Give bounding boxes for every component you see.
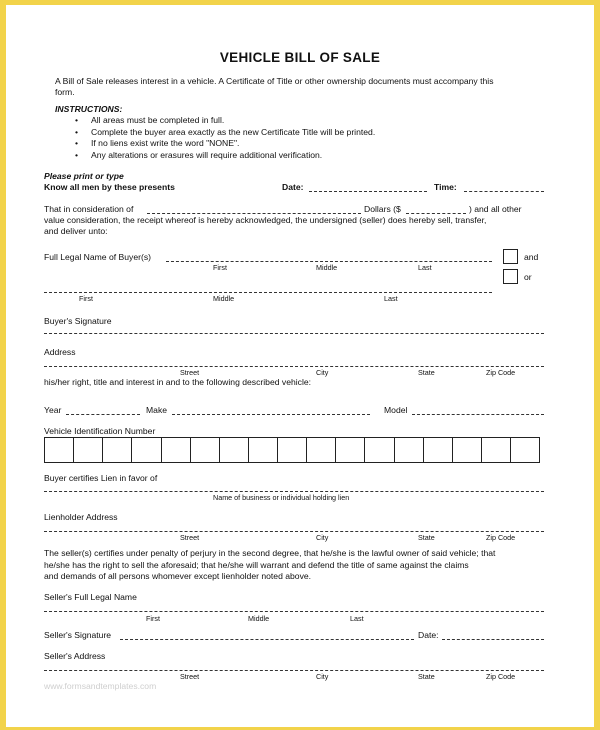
vehicle-intro: his/her right, title and interest in and to the following described vehicle:: [44, 377, 312, 387]
buyer-2-name-field[interactable]: [44, 292, 492, 293]
city-caption: City: [316, 672, 329, 681]
date-label: Date:: [282, 182, 304, 192]
street-caption: Street: [180, 368, 200, 377]
vin-cell[interactable]: [278, 438, 307, 462]
lien-holder-field[interactable]: [44, 491, 544, 492]
zip-caption: Zip Code: [486, 368, 516, 377]
vin-cell[interactable]: [365, 438, 394, 462]
know-all-text: Know all men by these presents: [44, 182, 175, 192]
lienholder-address-label: Lienholder Address: [44, 512, 118, 522]
first-caption: First: [79, 294, 93, 303]
intro-line-1: A Bill of Sale releases interest in a vehicle. A Certificate of Title or other ownership documents must accompany this: [55, 76, 494, 86]
seller-statement-line-2: he/she has the right to sell the aforesaid; that he/she will warrant and defend the title of same against the claims: [44, 560, 469, 570]
vin-cell[interactable]: [395, 438, 424, 462]
vin-cell[interactable]: [249, 438, 278, 462]
model-label: Model: [384, 405, 408, 415]
vin-cell[interactable]: [220, 438, 249, 462]
street-caption: Street: [180, 672, 200, 681]
seller-address-field[interactable]: [44, 670, 544, 671]
instruction-item: • All areas must be completed in full.: [91, 115, 224, 125]
vin-grid: [44, 437, 540, 463]
zip-caption: Zip Code: [486, 533, 516, 542]
vin-cell[interactable]: [103, 438, 132, 462]
vin-cell[interactable]: [307, 438, 336, 462]
state-caption: State: [418, 672, 435, 681]
or-checkbox[interactable]: [503, 269, 518, 284]
or-label: or: [524, 272, 532, 282]
last-caption: Last: [350, 614, 364, 623]
vin-cell[interactable]: [511, 438, 539, 462]
model-field[interactable]: [412, 414, 544, 415]
time-label: Time:: [434, 182, 457, 192]
consideration-amount-words-field[interactable]: [147, 213, 361, 214]
first-caption: First: [146, 614, 160, 623]
consideration-line-3: and deliver unto:: [44, 226, 108, 236]
consideration-amount-field[interactable]: [406, 213, 466, 214]
buyer-signature-label: Buyer's Signature: [44, 316, 112, 326]
middle-caption: Middle: [248, 614, 270, 623]
dollars-label: Dollars ($: [364, 204, 401, 214]
consideration-label: That in consideration of: [44, 204, 134, 214]
make-label: Make: [146, 405, 168, 415]
seller-statement-line-1: The seller(s) certifies under penalty of perjury in the second degree, that he/she is the lawful owner of said vehicle; that: [44, 548, 496, 558]
seller-signature-label: Seller's Signature: [44, 630, 112, 640]
vin-cell[interactable]: [162, 438, 191, 462]
instruction-item: • If no liens exist write the word "NONE".: [91, 138, 239, 148]
document-page: [6, 5, 594, 727]
instructions-heading: INSTRUCTIONS:: [55, 104, 123, 114]
seller-date-field[interactable]: [442, 639, 544, 640]
first-caption: First: [213, 263, 227, 272]
document-title: VEHICLE BILL OF SALE: [219, 50, 381, 65]
vin-cell[interactable]: [424, 438, 453, 462]
year-field[interactable]: [66, 414, 140, 415]
vin-cell[interactable]: [336, 438, 365, 462]
seller-address-label: Seller's Address: [44, 651, 106, 661]
buyer-1-name-field[interactable]: [166, 261, 492, 262]
vin-cell[interactable]: [74, 438, 103, 462]
consideration-line-2: value consideration, the receipt whereof is hereby acknowledged, the undersigned (seller) does hereby sell, transfer,: [44, 215, 487, 225]
print-note: Please print or type: [44, 171, 124, 181]
buyer-address-label: Address: [44, 347, 76, 357]
instruction-item: • Complete the buyer area exactly as the new Certificate Title will be printed.: [91, 127, 375, 137]
make-field[interactable]: [172, 414, 370, 415]
vin-label: Vehicle Identification Number: [44, 426, 156, 436]
lienholder-address-field[interactable]: [44, 531, 544, 532]
city-caption: City: [316, 368, 329, 377]
instruction-item: • Any alterations or erasures will require additional verification.: [91, 150, 322, 160]
vin-cell[interactable]: [482, 438, 511, 462]
vin-cell[interactable]: [132, 438, 161, 462]
seller-name-label: Seller's Full Legal Name: [44, 592, 137, 602]
last-caption: Last: [384, 294, 398, 303]
and-all-other-text: ) and all other: [469, 204, 522, 214]
and-checkbox[interactable]: [503, 249, 518, 264]
buyer-signature-field[interactable]: [44, 333, 544, 334]
last-caption: Last: [418, 263, 432, 272]
middle-caption: Middle: [213, 294, 235, 303]
seller-date-label: Date:: [418, 630, 439, 640]
seller-name-field[interactable]: [44, 611, 544, 612]
date-field[interactable]: [309, 191, 427, 192]
intro-line-2: form.: [55, 87, 75, 97]
vin-cell[interactable]: [453, 438, 482, 462]
buyer-full-name-label: Full Legal Name of Buyer(s): [44, 252, 151, 262]
lien-holder-caption: Name of business or individual holding lien: [213, 493, 350, 502]
buyer-address-field[interactable]: [44, 366, 544, 367]
lien-certifies-label: Buyer certifies Lien in favor of: [44, 473, 158, 483]
state-caption: State: [418, 533, 435, 542]
city-caption: City: [316, 533, 329, 542]
seller-statement-line-3: and demands of all persons whomever except lienholder noted above.: [44, 571, 312, 581]
vin-cell[interactable]: [45, 438, 74, 462]
middle-caption: Middle: [316, 263, 338, 272]
year-label: Year: [44, 405, 62, 415]
street-caption: Street: [180, 533, 200, 542]
zip-caption: Zip Code: [486, 672, 516, 681]
seller-signature-field[interactable]: [120, 639, 414, 640]
and-label: and: [524, 252, 539, 262]
time-field[interactable]: [464, 191, 544, 192]
state-caption: State: [418, 368, 435, 377]
vin-cell[interactable]: [191, 438, 220, 462]
watermark: www.formsandtemplates.com: [44, 681, 157, 691]
